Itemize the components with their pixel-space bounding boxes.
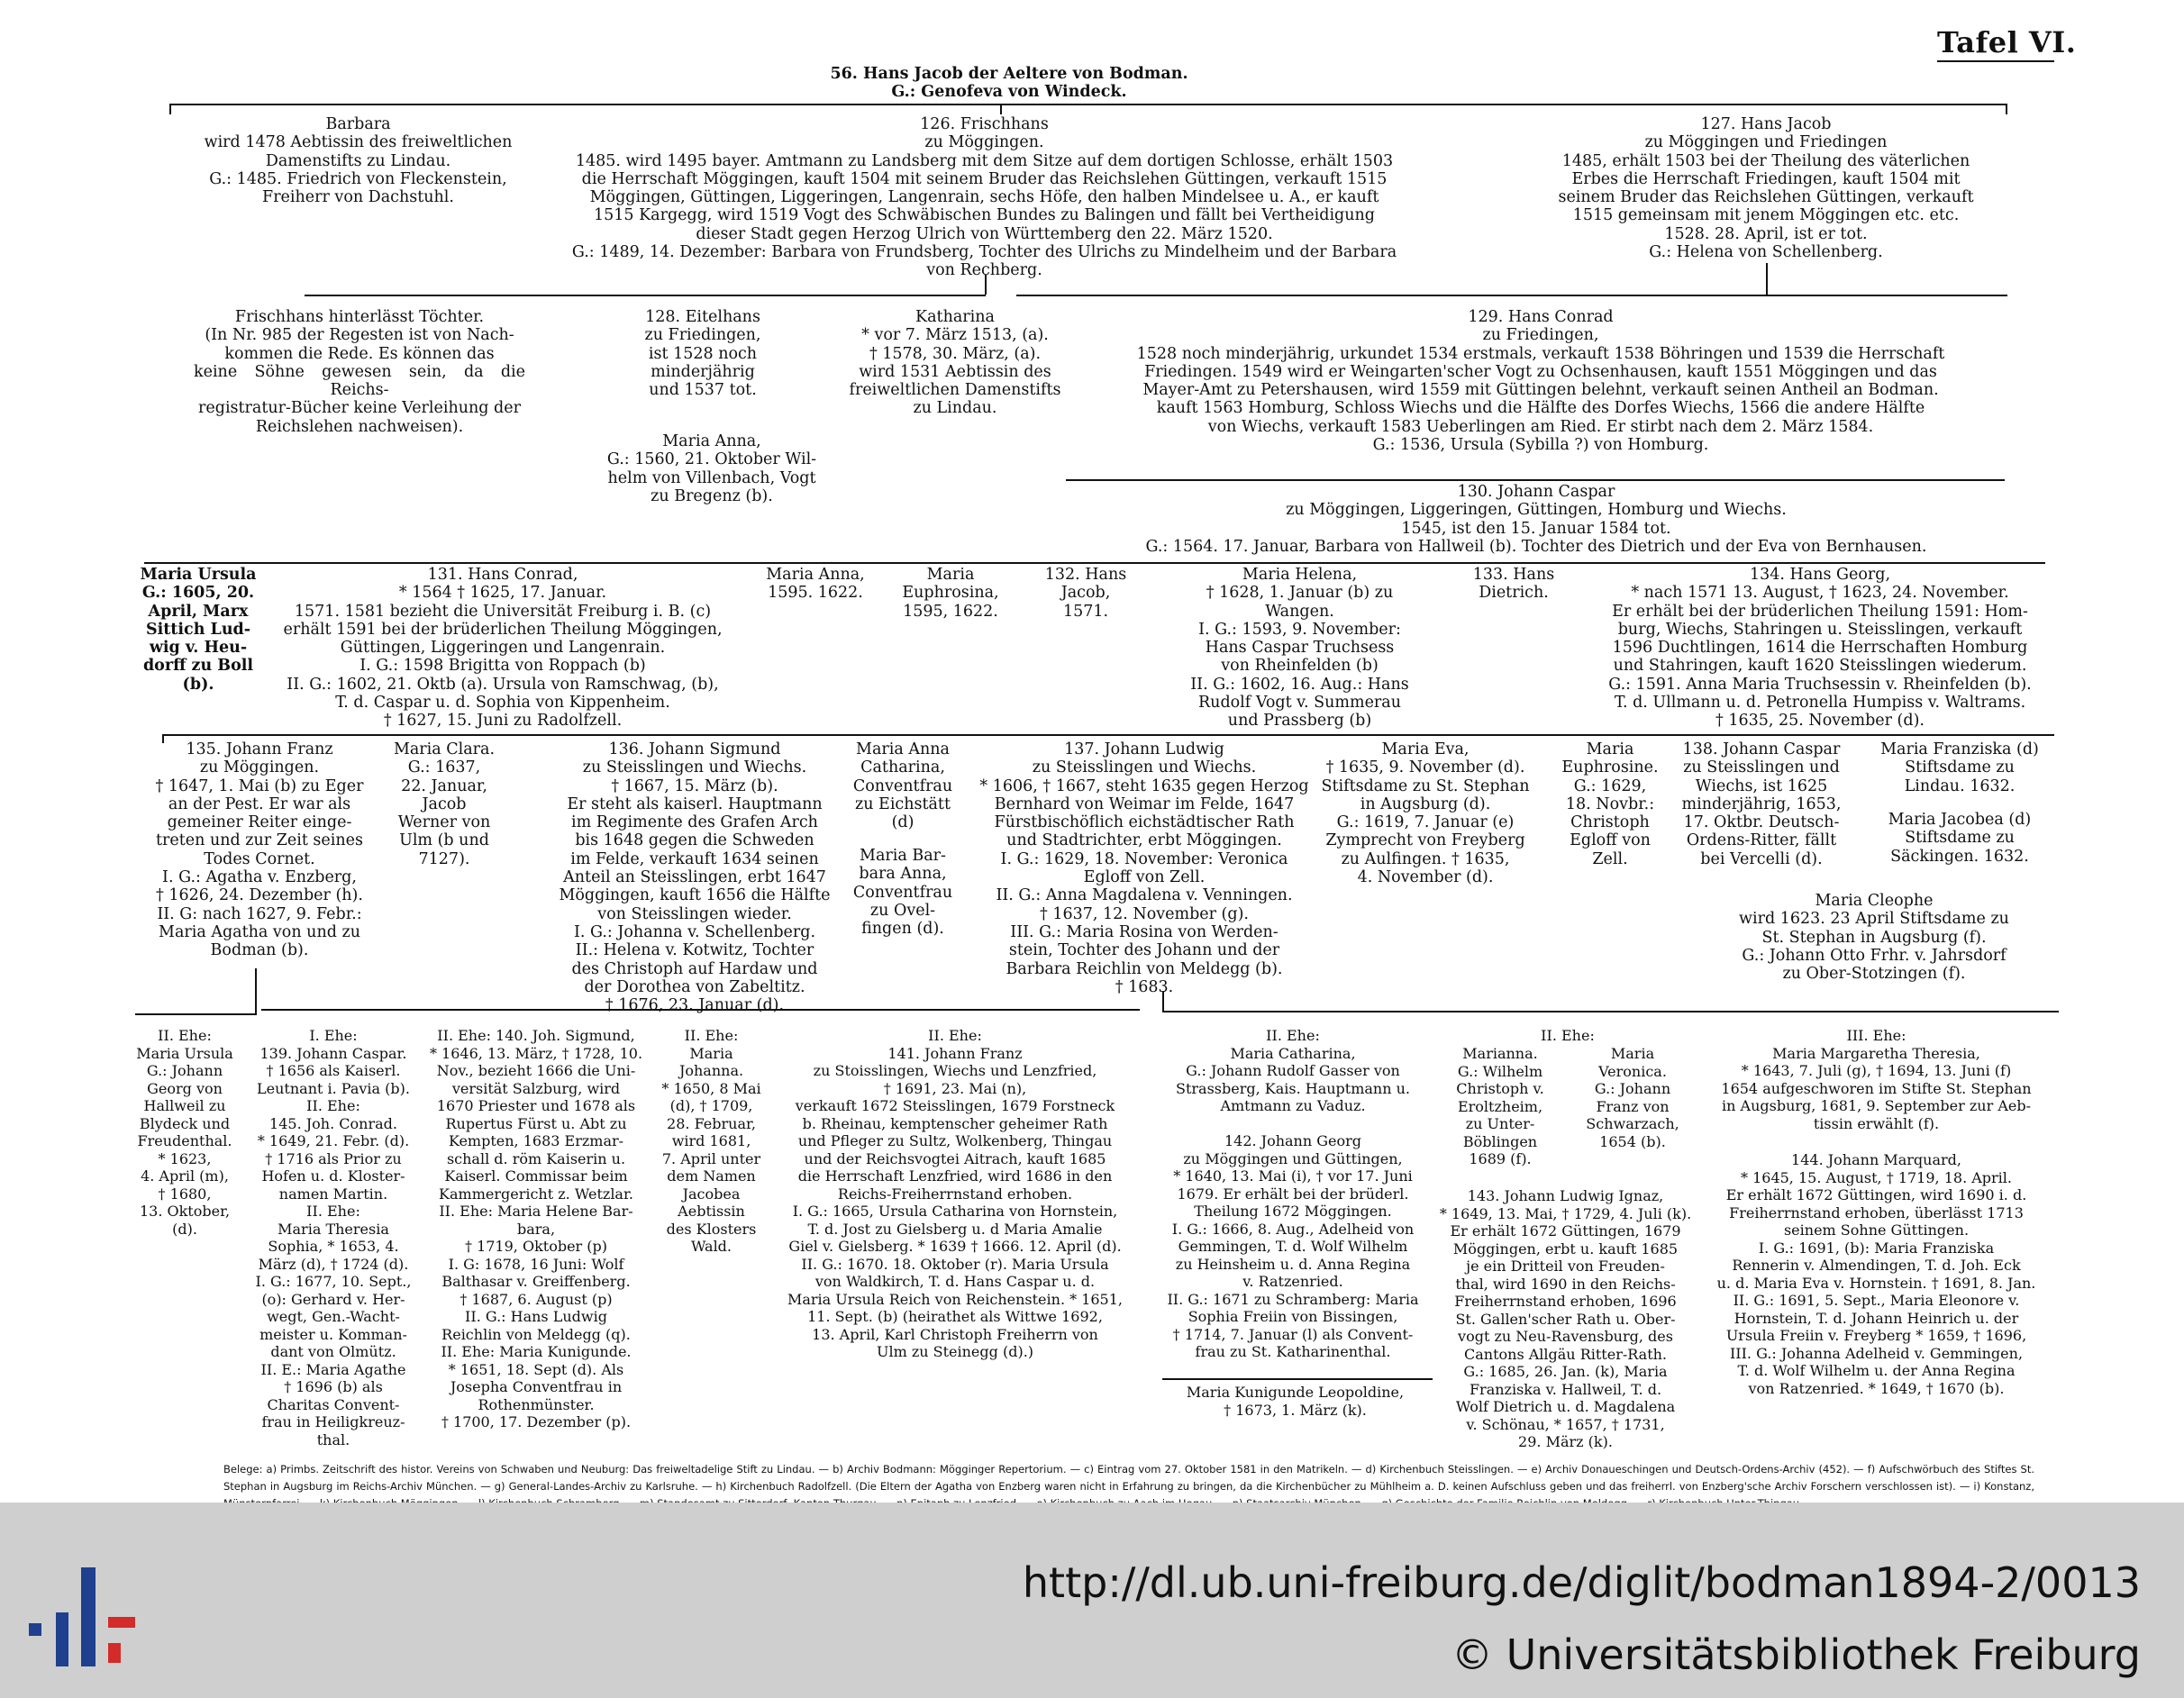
hans-georg-134-entry: 134. Hans Georg, * nach 1571 13. August, † 1623, 24. November. Er erhält bei der brüderlichen Theilung 1591: Hom- burg, Wiechs, Stahringen u. Steisslingen, verkauft 1596 Duchtlingen, 1614 die Herrschaften Homburg und Stahringen, kauft 1620 Steisslingen wiederum. G.: 1591. Anna Maria Truchsessin v. Rheinfelden (b). T. d. Ullmann u. d. Petronella Humpiss v. Waltrams. † 1635, 25. November (d). (1608, 566, 2032, 731)
hans-jacob-127-entry: 127. Hans Jacob zu Möggingen und Friedingen 1485, erhält 1503 bei der Theilung des väterlichen Erbes die Herrschaft Friedingen, kauft 1504 mit seinem Bruder das Reichslehen Güttingen, verkauft 1515 gemeinsam mit jenem Möggingen etc. etc. 1528. 28. April, ist er tot. G.: Helena von Schellenberg. (1558, 115, 1974, 262)
johann-franz-135-entry: 135. Johann Franz zu Möggingen. † 1647, 1. Mai (b) zu Eger an der Pest. Er war als gemeiner Reiter einge- treten und zur Zeit seines Todes Cornet. I. G.: Agatha v. Enzberg, † 1626, 24. Dezember (h). II. G: nach 1627, 9. Febr.: Maria Agatha von und zu Bodman (b). (155, 740, 364, 960)
gen5-bracket (135, 1013, 257, 1015)
gen3-bracket (144, 562, 2045, 564)
gen5-col8: III. Ehe: Maria Margaretha Theresia, * 1643, 7. Juli (g), † 1694, 13. Juni (f) 1654 aufgeschworen im Stifte St. Stephan in Augsburg, 1681, 9. September zur Aeb- tissin erwählt (f). (1721, 1027, 2032, 1132)
gen5-col2: I. Ehe: 139. Johann Caspar. † 1656 als Kaiserl. Leutnant i. Pavia (b). II. Ehe: 145. Joh. Conrad. * 1649, 21. Febr. (d). † 1716 als Prior zu Hofen u. d. Kloster- namen Martin. II. Ehe: Maria Theresia Sophia, * 1653, 4. März (d), † 1724 (d). I. G.: 1677, 10. Sept., (o): Gerhard v. Her- wegt, Gen.-Wacht- meister u. Komman- dant von Olmütz. II. E.: Maria Agathe † 1696 (b) als Charitas Convent- frau in Heiligkreuz- thal. (255, 1027, 412, 1448)
maria-helena-entry: Maria Helena, † 1628, 1. Januar (b) zu Wangen. I. G.: 1593, 9. November: Hans Caspar Truchsess von Rheinfelden (b) II. G.: 1602, 16. Aug.: Hans Rudolf Vogt v. Summerau und Prassberg (b) (1190, 566, 1409, 731)
source-url-link[interactable]: http://dl.ub.uni-freiburg.de/diglit/bodman1894-2/0013 (1022, 1558, 2141, 1607)
maria-anna-catharina-entry: Maria Anna Catharina, Conventfrau zu Eichstätt (d) (852, 740, 953, 832)
toechter-note: Frischhans hinterlässt Töchter. (In Nr. 985 der Regesten ist von Nach- kommen die Rede. Es können das keine Söhne gewesen sein, da die Reichs- registratur-Bücher keine Verleihung der Reichslehen nachweisen). (194, 308, 525, 436)
maria-jacobea-entry: Maria Jacobea (d) Stiftsdame zu Säckingen. 1632. (1888, 811, 2032, 866)
maria-euphrosine-entry: Maria Euphrosine. G.: 1629, 18. Novbr.: Christoph Egloff von Zell. (1561, 740, 1659, 868)
frischhans-126-entry: 126. Frischhans zu Möggingen. 1485. wird 1495 bayer. Amtmann zu Landsberg mit dem Sitze auf dem dortigen Schlosse, erhält 1503 die Herrschaft Möggingen, kauft 1504 mit seinem Bruder das Reichslehen Güttingen, verkauft 1515 Möggingen, Güttingen, Liggeringen, Langenrain, sechs Höfe, den halben Mindelsee u. A., er kauft 1515 Kargegg, wird 1519 Vogt des Schwäbischen Bundes zu Balingen und fällt bei Vertheidigung dieser Stadt gegen Herzog Ulrich von Württemberg den 22. März 1520. G.: 1489, 14. Dezember: Barbara von Frundsberg, Tochter des Ulrichs zu Mindelheim und der Barbara von Rechberg. (571, 115, 1397, 280)
root-ancestor: 56. Hans Jacob der Aeltere von Bodman. G.: Genofeva von Windeck. (830, 65, 1188, 102)
johann-caspar-138-entry: 138. Johann Caspar zu Steisslingen und Wiechs, ist 1625 minderjährig, 1653, 17. Oktbr. Deutsch- Ordens-Ritter, fällt bei Vercelli (d). (1681, 740, 1842, 868)
katharina-entry: Katharina * vor 7. März 1513, (a). † 1578, 30. März, (a). wird 1531 Aebtissin des freiweltlichen Damenstifts zu Lindau. (849, 308, 1061, 418)
johann-ludwig-ignaz-143-entry: 143. Johann Ludwig Ignaz, * 1649, 13. Mai, † 1729, 4. Juli (k). Er erhält 1672 Güttingen, 1679 Möggingen, erbt u. kauft 1685 je ein Dritteil von Freuden- thal, wird 1690 in den Reichs- Freiherrnstand erhoben, 1696 St. Gallen'scher Rath u. Ober- vogt zu Neu-Ravensburg, des Cantons Allgäu Ritter-Rath. G.: 1685, 26. Jan. (k), Maria Franziska v. Hallweil, T. d. Wolf Dietrich u. d. Magdalena v. Schönau, * 1657, † 1731, 29. März (k). (1439, 1187, 1692, 1450)
gen5-col6: II. Ehe: Maria Catharina, G.: Johann Rudolf Gasser von Strassberg, Kais. Hauptmann u. Amtmann zu Vaduz. 142. Johann Georg zu Möggingen und Güttingen, * 1640, 13. Mai (i), † vor 17. Juni 1679. Er erhält bei der brüderl. Theilung 1672 Möggingen. I. G.: 1666, 8. Aug., Adelheid von Gemmingen, T. d. Wolf Wilhelm zu Heinsheim u. d. Anna Regina v. Ratzenried. II. G.: 1671 zu Schramberg: Maria Sophia Freiin von Bissingen, † 1714, 7. Januar (l) als Convent- frau zu St. Katharinenthal. (1167, 1027, 1419, 1360)
johann-marquard-144-entry: 144. Johann Marquard, * 1645, 15. August, † 1719, 18. April. Er erhält 1672 Güttingen, wird 1690 i. d. Freiherrnstand erhoben, überlässt 1713 seinem Sohne Güttingen. I. G.: 1691, (b): Maria Franziska Rennerin v. Almendingen, T. d. Joh. Eck u. d. Maria Eva v. Hornstein. † 1691, 8. Jan. II. G.: 1691, 5. Sept., Maria Eleonore v. Hornstein, T. d. Johann Heinrich u. der Ursula Freiin v. Freyberg * 1659, † 1696, III. G.: Johanna Adelheid v. Gemmingen, T. d. Wolf Wilhelm u. der Anna Regina von Ratzenried. * 1649, † 1670 (b). (1716, 1151, 2036, 1397)
johann-ludwig-137-entry: 137. Johann Ludwig zu Steisslingen und Wiechs. * 1606, † 1667, steht 1635 gegen Herzog Bernhard von Weimar im Felde, 1647 Fürstbischöflich eichstädtischer Rath und Stadtrichter, erbt Möggingen. I. G.: 1629, 18. November: Veronica Egloff von Zell. II. G.: Anna Magdalena v. Venningen. † 1637, 12. November (g). III. G.: Maria Rosina von Werden- stein, Tochter des Johann und der Barbara Reichlin von Meldegg (b). † 1683. (979, 740, 1309, 996)
gen4-bracket (162, 734, 2054, 736)
maria-euphrosina-entry: Maria Euphrosina, 1595, 1622. (902, 566, 999, 621)
gen5-col1: II. Ehe: Maria Ursula G.: Johann Georg von Hallweil zu Blydeck und Freudenthal. * 1623, 4. April (m), † 1680, 13. Oktober, (d). (136, 1027, 233, 1238)
gen2-left-bracket (305, 295, 986, 296)
connector (1162, 991, 1164, 1011)
gen5-bracket (261, 1009, 1140, 1011)
connector (985, 275, 987, 295)
hans-conrad-131-entry: 131. Hans Conrad, * 1564 † 1625, 17. Januar. 1571. 1581 bezieht die Universität Freiburg i. B. (c) erhält 1591 bei der brüderlichen Theilung Möggingen, Güttingen, Liggeringen und Langenrain. I. G.: 1598 Brigitta von Roppach (b) II. G.: 1602, 21. Oktb (a). Ursula von Ramschwag, (b), T. d. Caspar u. d. Sophia von Kippenheim. † 1627, 15. Juni zu Radolfzell. (283, 566, 723, 731)
maria-kunigunde-entry: Maria Kunigunde Leopoldine, † 1673, 1. März (k). (1186, 1384, 1405, 1419)
gen5-bracket (1162, 1011, 2059, 1012)
belege-footnotes: Belege: a) Primbs. Zeitschrift des histor. Vereins von Schwaben und Neuburg: Das freiweltadelige Stift zu Lindau. — b) Archiv Bodmann: Mögginger Repertorium. — c) Eintrag vom 27. Oktober 1581 in den Matrikeln. — d) Kirchenbuch Steisslingen. — e) Archiv Donaueschingen und Deutsch-Ordens-Archiv (452). — f) Aufschwörbuch des Stiftes St. Stephan in Augsburg im Reichs-Archiv München. — g) General-Landes-Archiv zu Karlsruhe. — h) Kirchenbuch Radolfzell. (Die Eltern der Agatha von Enzberg waren nicht in Erfahrung zu bringen, da die Kirchenbücher zu Mühlheim a. D. keinen Aufschluss geben und das freiherrl. von Enzberg'sche Archiv Forschern verschlossen ist). — i) Konstanz, (223, 1463, 2034, 1493)
tick (1000, 104, 1002, 114)
copyright-text: © Universitätsbibliothek Freiburg (1451, 1630, 2141, 1679)
plate-title: Tafel VI. (1937, 25, 2077, 59)
gen5-col3: II. Ehe: 140. Joh. Sigmund, * 1646, 13. März, † 1728, 10. Nov., bezieht 1666 die Uni- versität Salzburg, wird 1670 Priester und 1678 als Rupertus Fürst u. Abt zu Kempten, 1683 Erzmar- schall d. röm Kaiserin u. Kaiserl. Commissar beim Kammergericht z. Wetzlar. II. Ehe: Maria Helene Bar- bara, † 1719, Oktober (p) I. G: 1678, 16 Juni: Wolf Balthasar v. Greiffenberg. † 1687, 6. August (p) II. G.: Hans Ludwig Reichlin von Meldegg (q). II. Ehe: Maria Kunigunde. * 1651, 18. Sept (d). Als Josepha Conventfrau in Rothenmünster. † 1700, 17. Dezember (p). (429, 1027, 643, 1430)
gen1-bracket (169, 104, 2007, 105)
barbara-entry: Barbara wird 1478 Aebtissin des freiweltlichen Damenstifts zu Lindau. G.: 1485. Friedrich von Fleckenstein, Freiherr von Dachstuhl. (204, 115, 513, 207)
johann-caspar-130-entry: 130. Johann Caspar zu Möggingen, Liggeringen, Güttingen, Homburg und Wiechs. 1545, ist den 15. Januar 1584 tot. G.: 1564. 17. Januar, Barbara von Hallweil (b). Tochter des Dietrich und der Eva von Bernhausen. (1145, 483, 1927, 556)
tick (169, 104, 171, 114)
gen5-col5: II. Ehe: 141. Johann Franz zu Stoisslingen, Wiechs und Lenzfried, † 1691, 23. Mai (n), verkauft 1672 Steisslingen, 1679 Forstneck b. Rheinau, kemptenscher geheimer Rath und Pfleger zu Sultz, Wolkenberg, Thingau und der Reichsvogtei Aitrach, kauft 1685 die Herrschaft Lenzfried, wird 1686 in den Reichs-Freiherrnstand erhoben. I. G.: 1665, Ursula Catharina von Hornstein, T. d. Jost zu Gielsberg u. d Maria Amalie Giel v. Gielsberg. * 1639 † 1666. 12. April (d). II. G.: 1670. 18. Oktober (r). Maria Ursula von Waldkirch, T. d. Hans Caspar u. d. Maria Ursula Reich von Reichenstein. * 1651, 11. Sept. (b) (heirathet als Wittwe 1692, 13. April, Karl Christoph Freiherrn von Ulm zu Steinegg (d).) (787, 1027, 1123, 1360)
gen5-col7-head: II. Ehe: (1541, 1027, 1595, 1044)
connector (255, 968, 257, 1013)
maria-eva-entry: Maria Eva, † 1635, 9. November (d). Stiftsdame zu St. Stephan in Augsburg (d). G.: 1619, 7. Januar (e) Zymprecht von Freyberg zu Aulfingen. † 1635, 4. November (d). (1321, 740, 1530, 887)
eitelhans-128-entry: 128. Eitelhans zu Friedingen, ist 1528 noch minderjährig und 1537 tot. (644, 308, 761, 400)
hans-jacob-132-entry: 132. Hans Jacob, 1571. (1044, 566, 1127, 621)
johann-sigmund-136-entry: 136. Johann Sigmund zu Steisslingen und Wiechs. † 1667, 15. März (b). Er steht als kaiserl. Hauptmann im Regimente des Grafen Arch bis 1648 gegen die Schweden im Felde, verkauft 1634 seinen Anteil an Steisslingen, erbt 1647 Möggingen, kauft 1656 die Hälfte von Steisslingen wieder. I. G.: Johanna v. Schellenberg. II.: Helena v. Kotwitz, Tochter des Christoph auf Hardaw und der Dorothea von Zabeltitz. † 1676, 23. Januar (d). (559, 740, 831, 1015)
tick (2006, 104, 2007, 114)
maria-ursula-entry: Maria Ursula G.: 1605, 20. April, Marx Sittich Lud- wig v. Heu- dorff zu Boll (b). (140, 566, 257, 694)
connector (1766, 263, 1768, 295)
maria-anna-entry: Maria Anna, G.: 1560, 21. Oktober Wil- helm von Villenbach, Vogt zu Bregenz (b). (606, 432, 817, 505)
gen5-col4: II. Ehe: Maria Johanna. * 1650, 8 Mai (d), † 1709, 28. Februar, wird 1681, 7. April unter dem Namen Jacobea Aebtissin des Klosters Wald. (661, 1027, 761, 1255)
gen2-right-bracket (1016, 295, 2007, 296)
hans-conrad-129-entry: 129. Hans Conrad zu Friedingen, 1528 noch minderjährig, urkundet 1534 erstmals, verkauft 1538 Böhringen und 1539 die Herrschaft Friedingen. 1549 wird er Weingarten'scher Vogt zu Ochsenhausen, kauft 1551 Möggingen und das Mayer-Amt zu Petershausen, wird 1559 mit Güttingen belehnt, verkauft seinen Antheil an Bodman. kauft 1563 Homburg, Schloss Wiechs und die Hälfte des Dorfes Wiechs, 1566 die andere Hälfte von Wiechs, verkauft 1583 Ueberlingen am Ried. Er stirbt nach dem 2. März 1584. G.: 1536, Ursula (Sybilla ?) von Homburg. (1136, 308, 1945, 455)
marianna-entry: Marianna. G.: Wilhelm Christoph v. Eroltzheim, zu Unter- Böblingen 1689 (f). (1456, 1045, 1544, 1167)
title-underline (1937, 60, 2054, 62)
maria-anna-1595-entry: Maria Anna, 1595. 1622. (766, 566, 865, 603)
maria-cleophe-entry: Maria Cleophe wird 1623. 23 April Stiftsdame zu St. Stephan in Augsburg (f). G.: Johann Otto Frhr. v. Jahrsdorf zu Ober-Stotzingen (f). (1739, 892, 2009, 984)
ub-freiburg-logo-icon (29, 1567, 137, 1675)
gen2b-bracket (1066, 479, 2005, 481)
maria-veronica-entry: Maria Veronica. G.: Johann Franz von Schwarzach, 1654 (b). (1586, 1045, 1679, 1150)
kunigunde-bracket (1162, 1378, 1433, 1380)
hans-dietrich-133-entry: 133. Hans Dietrich. (1472, 566, 1555, 603)
maria-franziska-entry: Maria Franziska (d) Stiftsdame zu Lindau. 1632. (1880, 740, 2039, 795)
maria-barbara-anna-entry: Maria Bar- bara Anna, Conventfrau zu Ovel- fingen (d). (852, 847, 953, 939)
maria-clara-entry: Maria Clara. G.: 1637, 22. Januar, Jacob Werner von Ulm (b und 7127). (393, 740, 496, 868)
